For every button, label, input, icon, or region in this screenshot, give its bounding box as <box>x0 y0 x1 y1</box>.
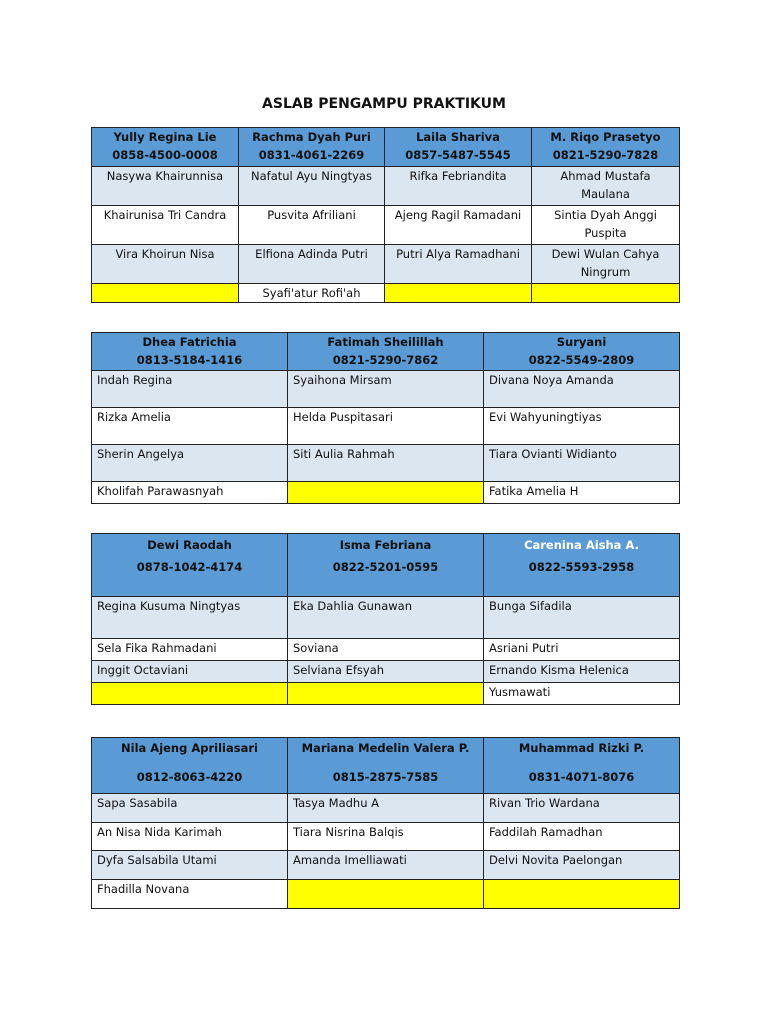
assistant-name: Dhea Fatrichia <box>142 335 237 349</box>
assistant-phone: 0815-2875-7585 <box>332 770 439 784</box>
assistant-name: Rachma Dyah Puri <box>252 130 371 144</box>
header-cell <box>484 333 680 371</box>
empty-highlight-cell <box>532 284 680 303</box>
assistant-name: M. Riqo Prasetyo <box>550 130 661 144</box>
header-cell <box>288 738 484 794</box>
assistant-phone: 0878-1042-4174 <box>136 560 243 574</box>
assistant-phone: 0821-5290-7862 <box>332 353 439 367</box>
assistant-name: Yully Regina Lie <box>113 130 217 144</box>
assistant-table-4 <box>91 737 680 909</box>
assistant-table-2 <box>91 332 680 504</box>
student-cell: Fhadilla Novana <box>92 880 288 909</box>
header-cell <box>532 128 680 167</box>
empty-highlight-cell <box>385 284 532 303</box>
student-cell: Rifka Febriandita <box>385 167 532 206</box>
empty-highlight-cell <box>484 880 680 909</box>
student-cell: Inggit Octaviani <box>92 661 288 683</box>
header-cell <box>288 534 484 597</box>
assistant-phone: 0822-5549-2809 <box>528 353 635 367</box>
student-cell: Ahmad Mustafa Maulana <box>532 167 680 206</box>
header-cell <box>288 333 484 371</box>
student-cell: Rivan Trio Wardana <box>484 794 680 823</box>
header-cell <box>239 128 385 167</box>
student-cell: Eka Dahlia Gunawan <box>288 597 484 639</box>
student-cell: Tiara Ovianti Widianto <box>484 445 680 482</box>
student-cell: Tiara Nisrina Balqis <box>288 823 484 851</box>
header-cell <box>92 738 288 794</box>
student-cell: Dyfa Salsabila Utami <box>92 851 288 880</box>
assistant-table-1 <box>91 127 680 303</box>
student-cell: Putri Alya Ramadhani <box>385 245 532 284</box>
student-cell: Sela Fika Rahmadani <box>92 639 288 661</box>
student-cell: Tasya Madhu A <box>288 794 484 823</box>
assistant-table-3 <box>91 533 680 705</box>
student-cell: Kholifah Parawasnyah <box>92 482 288 504</box>
student-cell: Asriani Putri <box>484 639 680 661</box>
student-cell: Syaihona Mirsam <box>288 371 484 408</box>
student-cell: Pusvita Afriliani <box>239 206 385 245</box>
student-cell: Sherin Angelya <box>92 445 288 482</box>
student-cell: Fatika Amelia H <box>484 482 680 504</box>
student-cell: Syafi'atur Rofi'ah <box>239 284 385 303</box>
student-cell: Rizka Amelia <box>92 408 288 445</box>
student-cell: Ernando Kisma Helenica <box>484 661 680 683</box>
assistant-name: Isma Febriana <box>339 538 432 552</box>
student-cell: Soviana <box>288 639 484 661</box>
student-cell: Ajeng Ragil Ramadani <box>385 206 532 245</box>
student-cell: An Nisa Nida Karimah <box>92 823 288 851</box>
student-cell: Bunga Sifadila <box>484 597 680 639</box>
assistant-phone: 0812-8063-4220 <box>136 770 243 784</box>
student-cell: Indah Regina <box>92 371 288 408</box>
student-cell: Regina Kusuma Ningtyas <box>92 597 288 639</box>
student-cell: Selviana Efsyah <box>288 661 484 683</box>
empty-highlight-cell <box>92 284 239 303</box>
header-cell <box>484 534 680 597</box>
assistant-name: Muhammad Rizki P. <box>518 741 645 755</box>
student-cell: Dewi Wulan Cahya Ningrum <box>532 245 680 284</box>
assistant-name: Mariana Medelin Valera P. <box>301 741 470 755</box>
student-cell: Faddilah Ramadhan <box>484 823 680 851</box>
header-cell <box>92 128 239 167</box>
student-cell: Divana Noya Amanda <box>484 371 680 408</box>
assistant-phone: 0821-5290-7828 <box>552 148 659 162</box>
student-cell: Evi Wahyuningtiyas <box>484 408 680 445</box>
assistant-name: Laila Shariva <box>416 130 500 144</box>
page-title: ASLAB PENGAMPU PRAKTIKUM <box>262 96 506 112</box>
empty-highlight-cell <box>288 880 484 909</box>
student-cell: Khairunisa Tri Candra <box>92 206 239 245</box>
header-cell <box>92 333 288 371</box>
assistant-name: Nila Ajeng Apriliasari <box>121 741 258 755</box>
assistant-phone: 0813-5184-1416 <box>136 353 243 367</box>
assistant-phone: 0858-4500-0008 <box>112 148 218 162</box>
empty-highlight-cell <box>288 683 484 705</box>
assistant-name: Dewi Raodah <box>147 538 232 552</box>
student-cell: Amanda Imelliawati <box>288 851 484 880</box>
header-cell <box>92 534 288 597</box>
assistant-phone: 0831-4061-2269 <box>258 148 365 162</box>
student-cell: Yusmawati <box>484 683 680 705</box>
student-cell: Siti Aulia Rahmah <box>288 445 484 482</box>
assistant-phone: 0822-5201-0595 <box>332 560 439 574</box>
student-cell: Nafatul Ayu Ningtyas <box>239 167 385 206</box>
student-cell: Nasywa Khairunnisa <box>92 167 239 206</box>
assistant-name: Suryani <box>556 335 607 349</box>
student-cell: Sintia Dyah Anggi Puspita <box>532 206 680 245</box>
header-cell <box>385 128 532 167</box>
assistant-phone: 0857-5487-5545 <box>405 148 511 162</box>
student-cell: Vira Khoirun Nisa <box>92 245 239 284</box>
empty-highlight-cell <box>92 683 288 705</box>
assistant-name: Fatimah Sheilillah <box>327 335 444 349</box>
header-cell <box>484 738 680 794</box>
student-cell: Elfiona Adinda Putri <box>239 245 385 284</box>
assistant-name: Carenina Aisha A. <box>524 538 639 552</box>
student-cell: Sapa Sasabila <box>92 794 288 823</box>
assistant-phone: 0831-4071-8076 <box>528 770 635 784</box>
empty-highlight-cell <box>288 482 484 504</box>
student-cell: Helda Puspitasari <box>288 408 484 445</box>
student-cell: Delvi Novita Paelongan <box>484 851 680 880</box>
assistant-phone: 0822-5593-2958 <box>528 560 635 574</box>
